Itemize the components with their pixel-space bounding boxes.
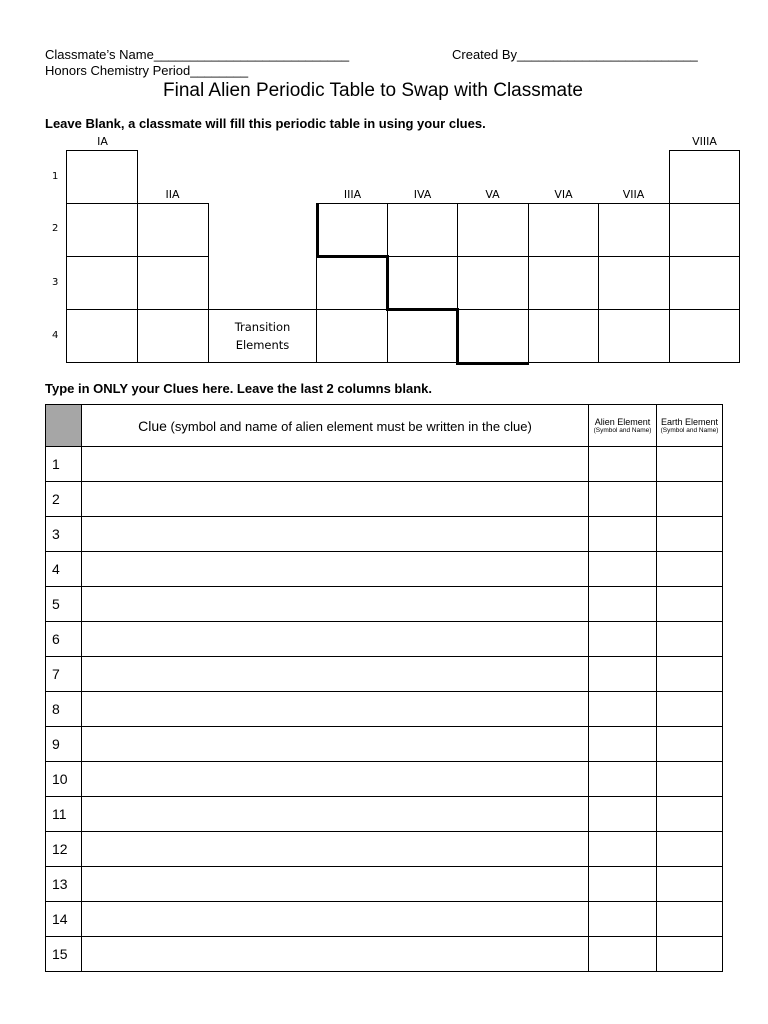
clue-row [46, 937, 723, 972]
row-number: 8 [46, 692, 82, 727]
alien-element-cell[interactable] [589, 622, 657, 657]
element-cell [137, 309, 209, 363]
clue-header-note: (symbol and name of alien element must be written in the clue) [166, 418, 532, 434]
element-cell [457, 309, 529, 363]
row-number: 5 [46, 587, 82, 622]
clue-cell[interactable] [82, 762, 589, 797]
page-title: Final Alien Periodic Table to Swap with Classmate [163, 80, 583, 101]
period-label-3: 3 [52, 277, 59, 288]
clue-row [46, 762, 723, 797]
alien-element-cell[interactable] [589, 587, 657, 622]
element-cell [528, 203, 599, 257]
clue-row [46, 902, 723, 937]
clue-row [46, 587, 723, 622]
transition-label-line1: Transition [234, 320, 291, 334]
earth-element-header [657, 405, 723, 447]
clue-row [46, 727, 723, 762]
group-label-iva: IVA [413, 188, 432, 201]
clue-row [46, 692, 723, 727]
element-cell [669, 203, 740, 257]
element-cell [316, 203, 388, 257]
alien-header-sub: (Symbol and Name) [593, 426, 652, 434]
alien-element-cell[interactable] [589, 832, 657, 867]
transition-elements-cell [208, 309, 317, 363]
clue-cell[interactable] [82, 622, 589, 657]
clue-cell[interactable] [82, 552, 589, 587]
element-cell [137, 203, 209, 257]
period-label: Honors Chemistry Period________ [45, 63, 249, 78]
earth-element-cell[interactable] [657, 517, 723, 552]
row-number: 15 [46, 937, 82, 972]
alien-element-cell[interactable] [589, 517, 657, 552]
row-number: 2 [46, 482, 82, 517]
earth-element-cell[interactable] [657, 482, 723, 517]
alien-element-cell[interactable] [589, 552, 657, 587]
alien-element-cell[interactable] [589, 692, 657, 727]
clue-row [46, 517, 723, 552]
clue-row [46, 797, 723, 832]
row-number: 9 [46, 727, 82, 762]
clue-row [46, 832, 723, 867]
clue-table-header [46, 405, 723, 447]
periodic-instruction: Leave Blank, a classmate will fill this periodic table in using your clues. [45, 116, 486, 131]
element-cell [528, 256, 599, 310]
clue-cell[interactable] [82, 867, 589, 902]
element-cell [457, 203, 529, 257]
element-cell [528, 309, 599, 363]
clue-table [45, 404, 723, 972]
clue-column-header [82, 405, 589, 447]
element-cell [66, 309, 138, 363]
earth-element-cell[interactable] [657, 692, 723, 727]
alien-element-cell[interactable] [589, 762, 657, 797]
row-number: 3 [46, 517, 82, 552]
row-number: 6 [46, 622, 82, 657]
element-cell [598, 309, 670, 363]
earth-element-cell[interactable] [657, 587, 723, 622]
clues-instruction: Type in ONLY your Clues here. Leave the last 2 columns blank. [45, 381, 432, 396]
earth-element-cell[interactable] [657, 832, 723, 867]
earth-element-cell[interactable] [657, 867, 723, 902]
row-number: 4 [46, 552, 82, 587]
classmate-name-label: Classmate’s Name___________________________ [45, 47, 350, 62]
element-cell [66, 256, 138, 310]
clue-cell[interactable] [82, 937, 589, 972]
element-cell [66, 150, 138, 204]
row-number: 7 [46, 657, 82, 692]
element-cell [387, 256, 458, 310]
group-label-va: VA [485, 188, 500, 201]
earth-element-cell[interactable] [657, 552, 723, 587]
clue-cell[interactable] [82, 902, 589, 937]
element-cell [669, 256, 740, 310]
alien-element-cell[interactable] [589, 867, 657, 902]
earth-header-sub: (Symbol and Name) [660, 426, 719, 434]
period-label-1: 1 [52, 171, 59, 182]
earth-header-label: Earth Element [660, 416, 719, 427]
alien-element-cell[interactable] [589, 657, 657, 692]
group-label-viia: VIIA [622, 188, 645, 201]
alien-element-cell[interactable] [589, 482, 657, 517]
earth-element-cell[interactable] [657, 447, 723, 482]
clue-cell[interactable] [82, 727, 589, 762]
alien-element-cell[interactable] [589, 727, 657, 762]
clue-cell[interactable] [82, 832, 589, 867]
element-cell [457, 256, 529, 310]
earth-element-cell[interactable] [657, 657, 723, 692]
element-cell [387, 309, 458, 363]
element-cell [316, 309, 388, 363]
earth-element-cell[interactable] [657, 797, 723, 832]
alien-element-cell[interactable] [589, 447, 657, 482]
clue-cell[interactable] [82, 447, 589, 482]
clue-cell[interactable] [82, 587, 589, 622]
group-label-viiia: VIIIA [692, 135, 717, 148]
element-cell [598, 203, 670, 257]
element-cell [137, 256, 209, 310]
element-cell [669, 150, 740, 204]
created-by-label: Created By_________________________ [452, 47, 698, 62]
group-label-iiia: IIIA [343, 188, 362, 201]
row-number: 14 [46, 902, 82, 937]
clue-row [46, 867, 723, 902]
clue-row [46, 657, 723, 692]
alien-element-header [589, 405, 657, 447]
row-number: 1 [46, 447, 82, 482]
clue-cell[interactable] [82, 482, 589, 517]
header-corner [46, 405, 82, 447]
clue-cell[interactable] [82, 517, 589, 552]
alien-element-cell[interactable] [589, 797, 657, 832]
group-label-ia: IA [97, 135, 108, 148]
clue-header-main: Clue [138, 417, 167, 434]
alien-element-cell[interactable] [589, 937, 657, 972]
element-cell [387, 203, 458, 257]
clue-row [46, 447, 723, 482]
clue-row [46, 552, 723, 587]
earth-element-cell[interactable] [657, 622, 723, 657]
earth-element-cell[interactable] [657, 902, 723, 937]
earth-element-cell[interactable] [657, 937, 723, 972]
element-cell [669, 309, 740, 363]
element-cell [598, 256, 670, 310]
period-label-4: 4 [52, 330, 59, 341]
element-cell [66, 203, 138, 257]
group-label-iia: IIA [165, 188, 180, 201]
row-number: 11 [46, 797, 82, 832]
clue-cell[interactable] [82, 797, 589, 832]
alien-header-label: Alien Element [594, 416, 651, 427]
row-number: 10 [46, 762, 82, 797]
clue-cell[interactable] [82, 657, 589, 692]
earth-element-cell[interactable] [657, 727, 723, 762]
period-label-2: 2 [52, 223, 59, 234]
earth-element-cell[interactable] [657, 762, 723, 797]
transition-label-line2: Elements [235, 338, 290, 352]
clue-cell[interactable] [82, 692, 589, 727]
clue-row [46, 482, 723, 517]
clue-row [46, 622, 723, 657]
element-cell [316, 256, 388, 310]
alien-element-cell[interactable] [589, 902, 657, 937]
row-number: 12 [46, 832, 82, 867]
group-label-via: VIA [554, 188, 573, 201]
row-number: 13 [46, 867, 82, 902]
